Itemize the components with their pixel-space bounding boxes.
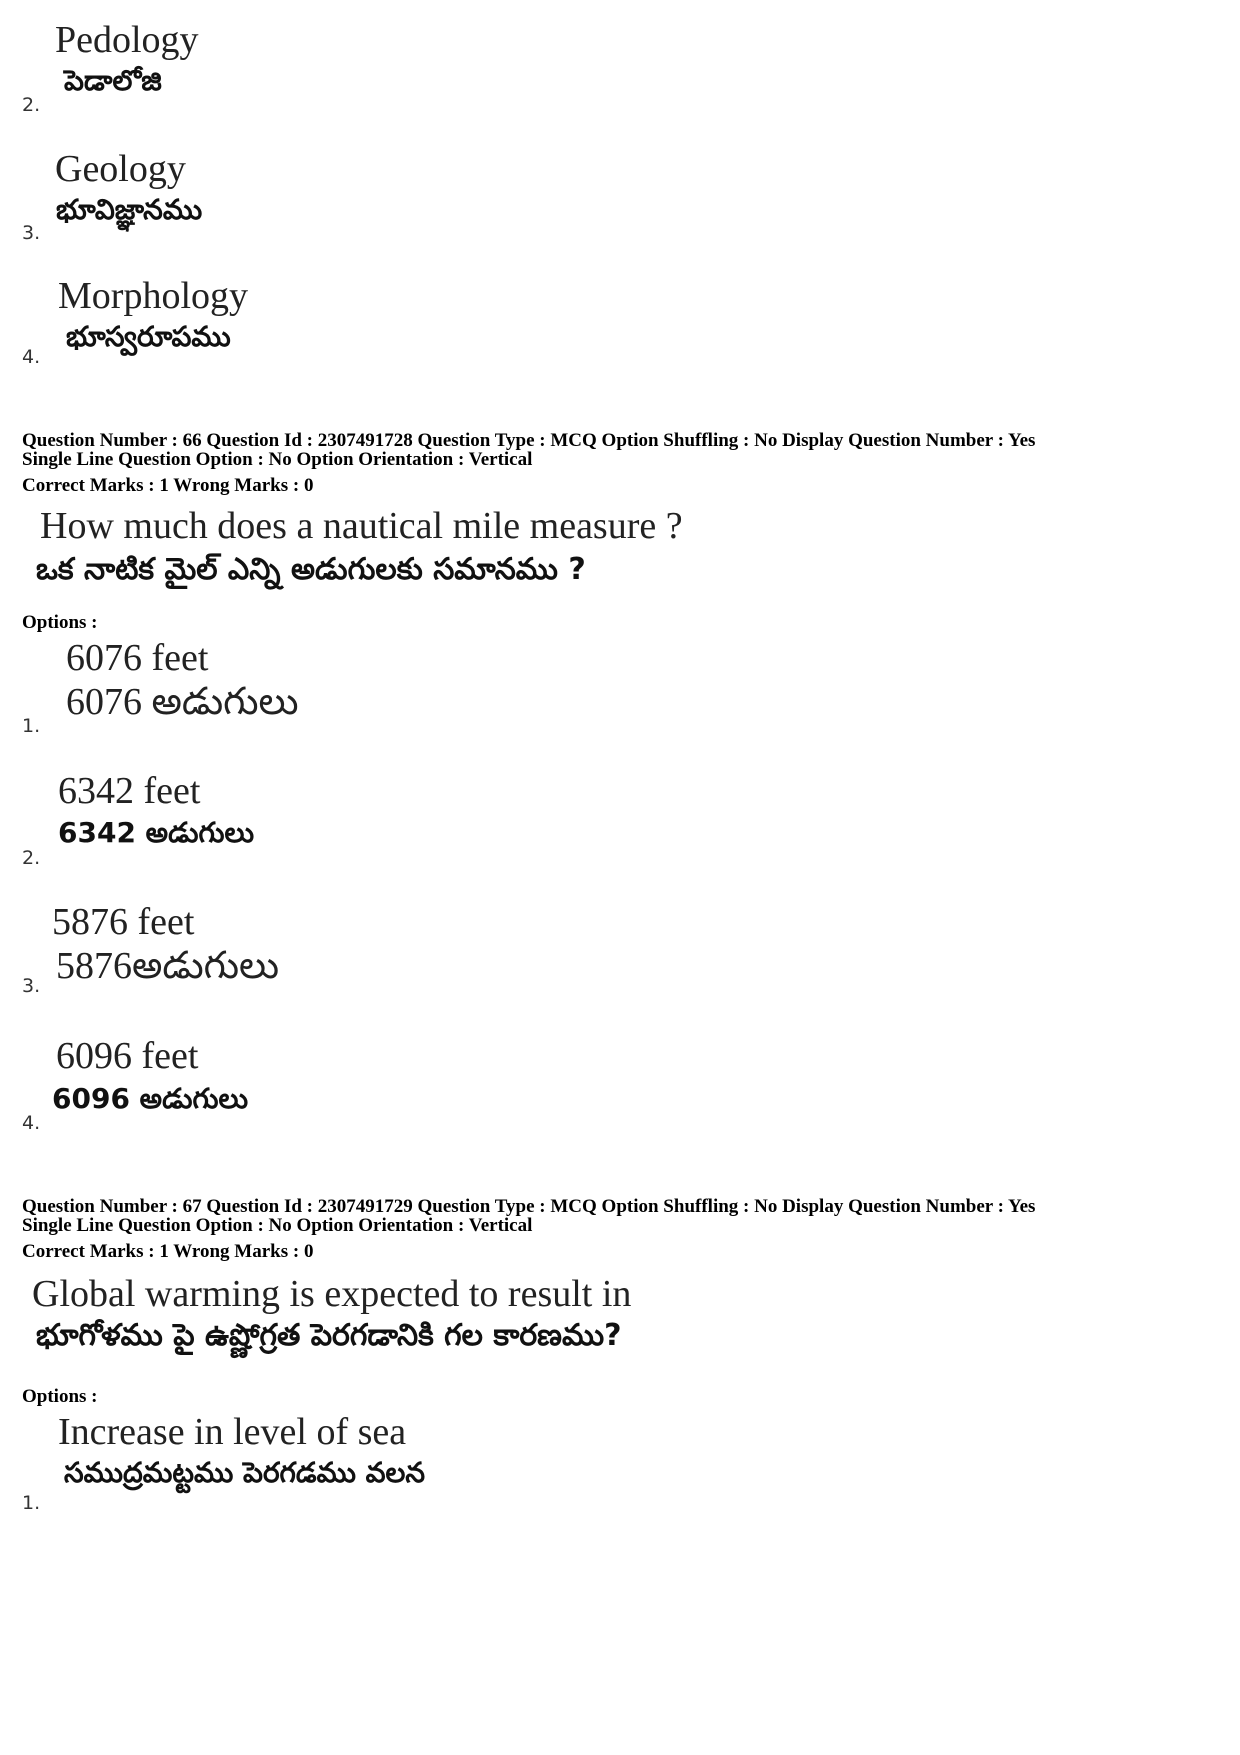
option-2-telugu: 6342 అడుగులు (58, 816, 255, 849)
option-1-english: Increase in level of sea (58, 1411, 407, 1453)
option-4-english: 6096 feet (56, 1035, 199, 1077)
question-marks: Correct Marks : 1 Wrong Marks : 0 (22, 475, 314, 496)
option-1-telugu-text: 6076 అడుగులు (66, 681, 299, 723)
option-1-number: 1. (22, 715, 41, 737)
option-4-telugu: భూస్వరూపము (66, 320, 231, 353)
option-2-telugu: పెడాలోజి (64, 64, 162, 97)
options-label: Options : (22, 1386, 98, 1407)
option-4-telugu: 6096 అడుగులు (52, 1082, 249, 1115)
option-4-english: Morphology (58, 275, 248, 317)
question-text-telugu: భూగోళము పై ఉష్ణోగ్రత పెరగడానికి గల కారణము? (36, 1318, 622, 1353)
option-1-english: 6076 feet (66, 637, 209, 679)
option-3-english: Geology (55, 148, 186, 190)
option-3-number: 3. (22, 975, 41, 997)
question-meta-line-2: Single Line Question Option : No Option Orientation : Vertical (22, 449, 533, 470)
question-meta-line-1: Question Number : 66 Question Id : 2307491728 Question Type : MCQ Option Shuffling : No Display Question Number : Yes (22, 430, 1036, 451)
option-3-english: 5876 feet (52, 901, 195, 943)
option-3-number: 3. (22, 222, 41, 244)
option-3-telugu-text: 5876అడుగులు (56, 945, 280, 987)
option-4-number: 4. (22, 346, 41, 368)
option-4-number: 4. (22, 1112, 41, 1134)
option-1-number: 1. (22, 1492, 41, 1514)
question-text-telugu: ఒక నాటిక మైల్ ఎన్ని అడుగులకు సమానము ? (36, 552, 586, 587)
question-marks: Correct Marks : 1 Wrong Marks : 0 (22, 1241, 314, 1262)
question-meta-line-1: Question Number : 67 Question Id : 2307491729 Question Type : MCQ Option Shuffling : No Display Question Number : Yes (22, 1196, 1036, 1217)
option-1-telugu (66, 680, 299, 733)
question-meta-line-2: Single Line Question Option : No Option Orientation : Vertical (22, 1215, 533, 1236)
option-2-number: 2. (22, 847, 41, 869)
option-3-telugu: భూవిజ్ఞానము (56, 193, 203, 226)
option-2-number: 2. (22, 94, 41, 116)
question-text-english: Global warming is expected to result in (32, 1273, 632, 1315)
option-2-english: Pedology (55, 19, 199, 61)
question-text-english: How much does a nautical mile measure ? (40, 505, 683, 547)
option-3-telugu (56, 944, 279, 997)
options-label: Options : (22, 612, 98, 633)
option-2-english: 6342 feet (58, 770, 201, 812)
option-1-telugu: సముద్రమట్టము పెరగడము వలన (64, 1456, 426, 1489)
